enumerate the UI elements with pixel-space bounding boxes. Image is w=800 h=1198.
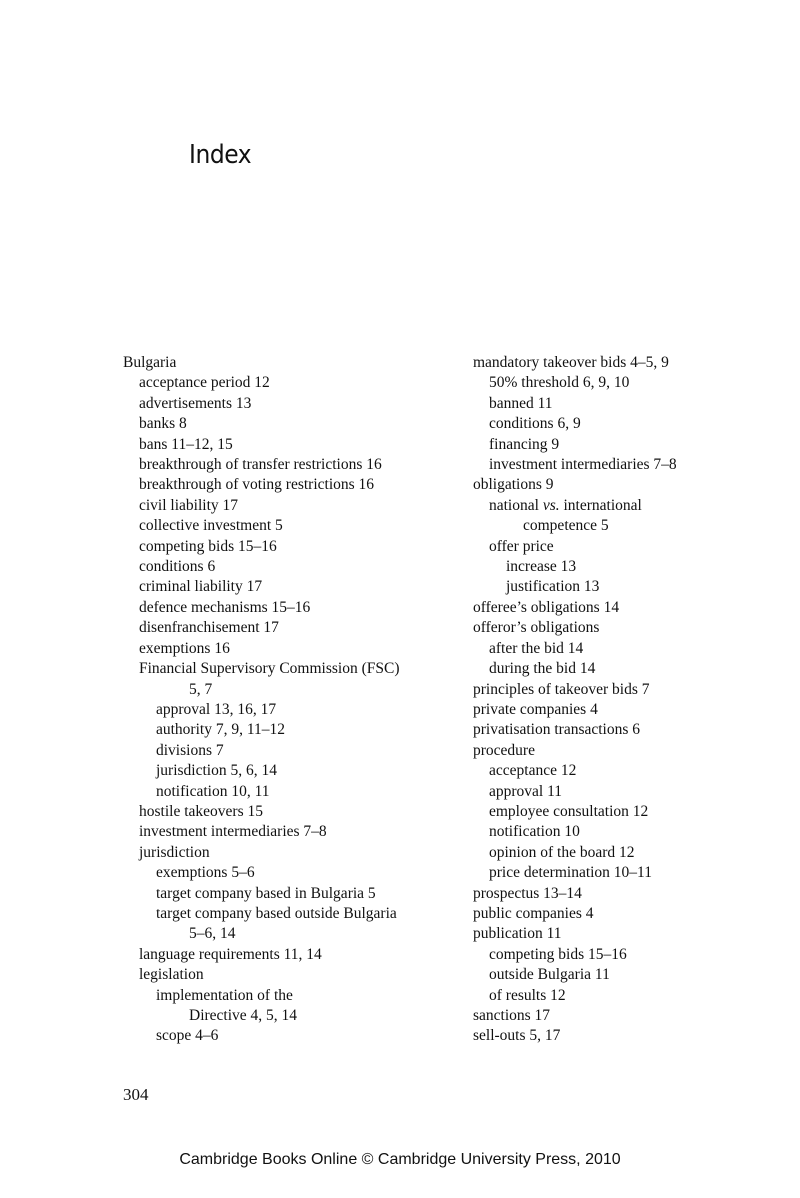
index-entry: justification 13 <box>506 578 600 596</box>
index-column-right <box>473 353 773 1047</box>
index-entry: offer price <box>489 537 554 555</box>
index-entry: language requirements 11, 14 <box>139 945 322 963</box>
index-entry: 5–6, 14 <box>189 925 236 943</box>
index-entry: notification 10, 11 <box>156 782 270 800</box>
index-entry: procedure <box>473 741 535 759</box>
index-column-left <box>123 353 453 1047</box>
index-entry: competence 5 <box>523 517 609 535</box>
index-entry: competing bids 15–16 <box>139 537 277 555</box>
index-entry: approval 11 <box>489 782 563 800</box>
index-entry: breakthrough of transfer restrictions 16 <box>139 456 382 474</box>
index-entry: investment intermediaries 7–8 <box>139 823 327 841</box>
index-entry: financing 9 <box>489 435 560 453</box>
index-entry: approval 13, 16, 17 <box>156 700 277 718</box>
index-entry: of results 12 <box>489 986 566 1004</box>
index-entry: increase 13 <box>506 558 577 576</box>
index-entry: sell-outs 5, 17 <box>473 1027 561 1045</box>
copyright-footer: Cambridge Books Online © Cambridge University Press, 2010 <box>179 1151 621 1168</box>
index-entry: target company based outside Bulgaria <box>156 904 397 922</box>
index-entry: employee consultation 12 <box>489 802 649 820</box>
index-entry: outside Bulgaria 11 <box>489 966 610 984</box>
index-entry: 50% threshold 6, 9, 10 <box>489 374 630 392</box>
index-entry: banned 11 <box>489 394 553 412</box>
index-entry: Directive 4, 5, 14 <box>189 1007 298 1024</box>
index-entry: notification 10 <box>489 823 580 841</box>
index-entry: after the bid 14 <box>489 639 584 657</box>
index-entry: privatisation transactions 6 <box>473 721 641 739</box>
index-entry: disenfranchisement 17 <box>139 619 279 637</box>
index-entry: jurisdiction 5, 6, 14 <box>156 762 277 780</box>
index-entry: acceptance period 12 <box>139 374 270 392</box>
index-entry: defence mechanisms 15–16 <box>139 598 311 616</box>
page-number: 304 <box>123 1085 149 1104</box>
index-entry: sanctions 17 <box>473 1007 551 1024</box>
index-entry: mandatory takeover bids 4–5, 9 <box>473 354 669 371</box>
index-entry: competing bids 15–16 <box>489 945 627 963</box>
index-entry: investment intermediaries 7–8 <box>489 456 677 474</box>
index-entry: prospectus 13–14 <box>473 884 582 902</box>
index-entry: private companies 4 <box>473 700 598 718</box>
index-entry: civil liability 17 <box>139 496 239 514</box>
index-entry: opinion of the board 12 <box>489 843 635 861</box>
index-entry: offeror’s obligations <box>473 619 600 637</box>
index-entry: divisions 7 <box>156 741 224 759</box>
index-entry: breakthrough of voting restrictions 16 <box>139 476 375 494</box>
index-entry: price determination 10–11 <box>489 864 652 882</box>
index-entry: jurisdiction <box>139 843 210 861</box>
index-entry: conditions 6 <box>139 558 216 576</box>
index-entry: banks 8 <box>139 415 187 433</box>
index-entry: implementation of the <box>156 986 293 1004</box>
index-entry: bans 11–12, 15 <box>139 435 233 453</box>
index-entry: 5, 7 <box>189 680 213 698</box>
index-entry: exemptions 16 <box>139 639 230 657</box>
index-entry: conditions 6, 9 <box>489 415 581 433</box>
index-entry: principles of takeover bids 7 <box>473 680 650 698</box>
index-entry: authority 7, 9, 11–12 <box>156 721 286 739</box>
index-entry: during the bid 14 <box>489 660 596 678</box>
index-entry: exemptions 5–6 <box>156 864 255 882</box>
index-entry: hostile takeovers 15 <box>139 802 263 820</box>
index-entry: obligations 9 <box>473 476 554 494</box>
index-entry: acceptance 12 <box>489 762 577 780</box>
index-entry: advertisements 13 <box>139 394 252 412</box>
index-entry: national vs. international <box>489 496 642 514</box>
page-title: Index <box>189 140 252 170</box>
index-entry: Financial Supervisory Commission (FSC) <box>139 660 400 678</box>
index-entry: public companies 4 <box>473 904 594 922</box>
index-entry: Bulgaria <box>123 354 177 371</box>
index-entry: target company based in Bulgaria 5 <box>156 884 376 902</box>
index-entry: collective investment 5 <box>139 517 283 535</box>
index-entry: publication 11 <box>473 925 562 943</box>
index-entry: scope 4–6 <box>156 1027 219 1045</box>
index-entry: offeree’s obligations 14 <box>473 598 620 616</box>
index-entry: legislation <box>139 966 204 984</box>
index-entry: criminal liability 17 <box>139 578 263 596</box>
